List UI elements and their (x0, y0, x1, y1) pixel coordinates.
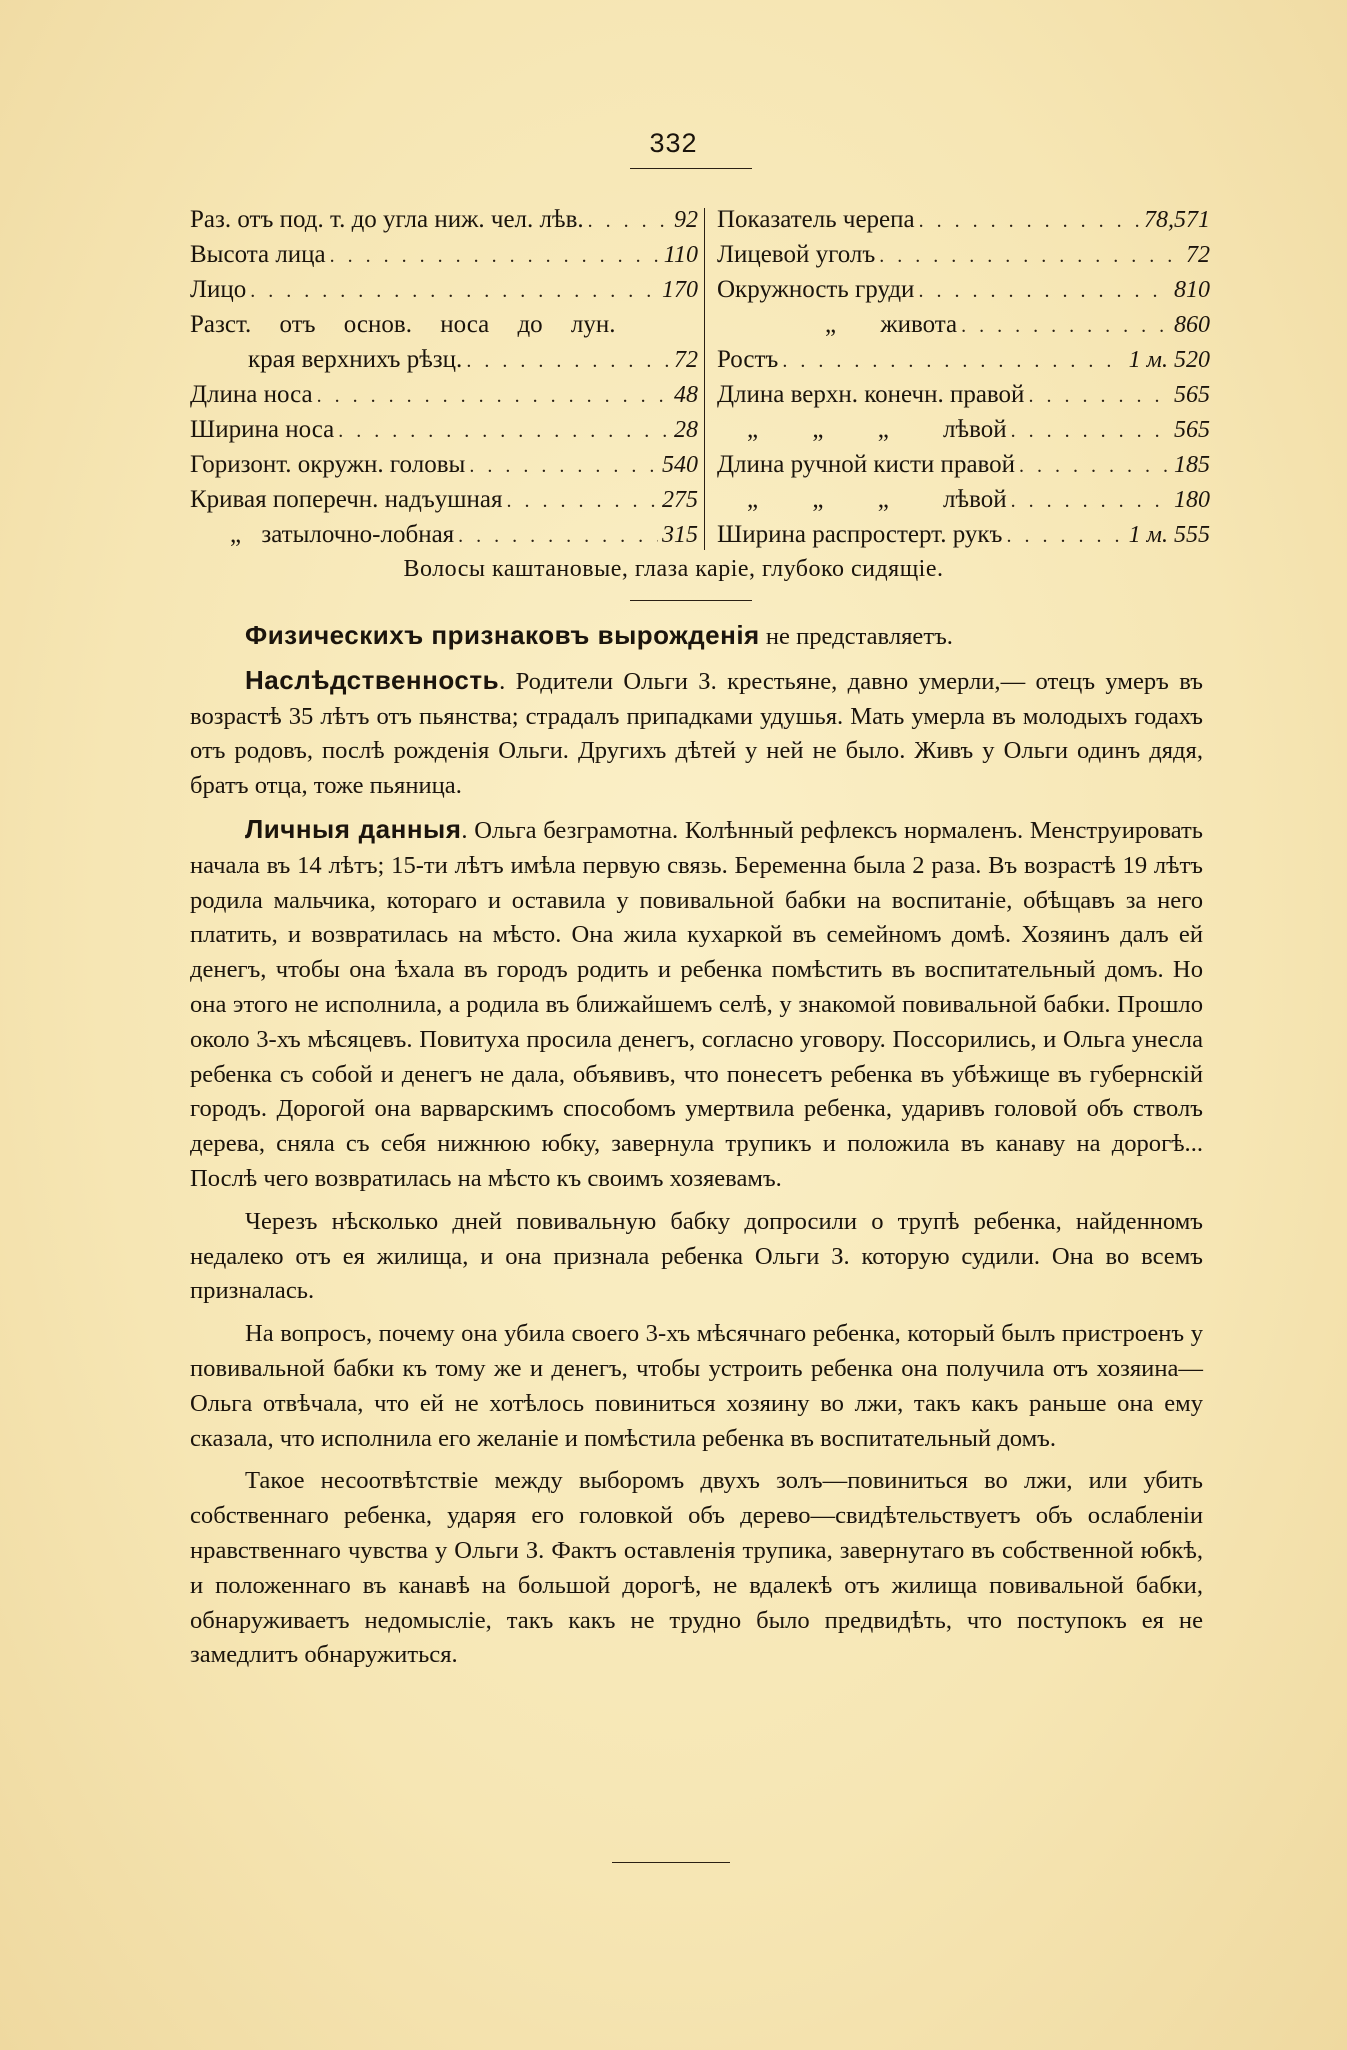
header-rule (630, 168, 752, 169)
leader-dots (330, 239, 660, 274)
measurement-label: Горизонт. окружн. головы (190, 451, 466, 478)
measurement-label: Длина ручной кисти правой (717, 451, 1016, 478)
investigation-paragraph: Черезъ нѣсколько дней повивальную бабку допросили о трупѣ ребенка, найденномъ недалеко отъ ея жилища, и она признала ребенка Ольги З. которую судили. Она во всемъ призналась. (190, 1207, 1203, 1305)
measurement-label: „ живота (825, 311, 958, 338)
measurement-row (190, 412, 698, 447)
measurement-value: 72 (674, 347, 698, 373)
measurement-label: Показатель черепа (717, 206, 915, 233)
measurement-label: края верхнихъ рѣзц. (248, 346, 463, 373)
leader-dots (317, 379, 670, 414)
measurement-row (717, 517, 1210, 552)
measurement-row (190, 517, 698, 552)
measurement-label: Ширина распростерт. рукъ (717, 521, 1003, 548)
measurement-value: 810 (1174, 277, 1210, 303)
measurement-label: Длина верхн. конечн. правой (717, 381, 1025, 408)
leader-dots (919, 204, 1140, 239)
measurement-value: 92 (674, 207, 698, 233)
leader-dots (507, 484, 659, 519)
measurement-row (190, 447, 698, 482)
measurement-value: 185 (1174, 452, 1210, 478)
measurement-label: Окружность груди (717, 276, 915, 303)
measurement-label: Ростъ (717, 346, 779, 373)
conclusion-paragraph: Такое несоотвѣтствіе между выборомъ двухъ золъ—повиниться во лжи, или убить собственнаго ребенка, ударяя его головкой объ дерево—свидѣтельствуетъ объ ослабленіи нравственнаго чувства у Ольги З. Фактъ оставленія трупика, завернутаго въ собственной юбкѣ, и положеннаго въ канавѣ на большой дорогѣ, не вдалекѣ отъ жилища повивальной бабки, обнаруживаетъ недомысліе, такъ какъ не трудно было предвидѣть, что поступокъ ея не замедлитъ обнаружиться. (190, 1467, 1203, 1669)
measurement-value: 540 (662, 452, 698, 478)
measurement-row (717, 202, 1210, 237)
measurement-label: Лицевой уголъ (717, 241, 876, 268)
measurement-value: 180 (1174, 487, 1210, 513)
leader-dots (782, 344, 1124, 379)
measurements-table (190, 202, 1210, 554)
measurement-value: 170 (662, 277, 698, 303)
measurement-label: „ „ „ лѣвой (747, 486, 1007, 513)
section-rule (630, 600, 752, 601)
measurement-label: Высота лица (190, 241, 326, 268)
leader-dots (1028, 379, 1170, 414)
personal-data-paragraph (190, 812, 1203, 1197)
measurement-value: 565 (1174, 382, 1210, 408)
degeneration-heading: Физическихъ признаковъ вырожденія (245, 620, 760, 650)
measurement-row (190, 307, 698, 342)
leader-dots (469, 449, 658, 484)
measurement-label: Разст. отъ основ. носа до лун. (190, 311, 616, 338)
measurement-label: „ „ „ лѣвой (747, 416, 1007, 443)
leader-dots (879, 239, 1182, 274)
measurement-value: 72 (1186, 242, 1210, 268)
heredity-heading: Наслѣдственность (245, 664, 500, 695)
measurement-label: Длина носа (190, 381, 313, 408)
measurement-value: 1 м. 555 (1128, 522, 1210, 548)
measurement-row (717, 447, 1210, 482)
measurement-label: Раз. отъ под. т. до угла ниж. чел. лѣв. (190, 206, 584, 233)
measurement-label: Ширина носа (190, 416, 335, 443)
measurement-value: 565 (1174, 417, 1210, 443)
measurement-value: 860 (1174, 312, 1210, 338)
degeneration-text: не представляетъ. (759, 623, 953, 650)
question-paragraph: На вопросъ, почему она убила своего 3-хъ мѣсячнаго ребенка, который былъ пристроенъ у повивальной бабки къ тому же и денегъ, чтобы устроить ребенка она получила отъ хозяина—Ольга отвѣчала, что ей не хотѣлось повиниться хозяину во лжи, такъ какъ раньше она ему сказала, что исполнила его желаніе и помѣстила ребенка въ воспитательный домъ. (190, 1320, 1203, 1452)
measurement-row (717, 342, 1210, 377)
measurement-value: 1 м. 520 (1128, 347, 1210, 373)
measurement-row (717, 412, 1210, 447)
measurement-row (190, 342, 698, 377)
measurement-label: Лицо (190, 276, 247, 303)
personal-data-heading: Личныя данныя (245, 813, 462, 844)
leader-dots (918, 274, 1170, 309)
leader-dots (1019, 449, 1170, 484)
heredity-text: . Родители Ольги З. крестьяне, давно умерли,— отецъ умеръ въ возрастѣ 35 лѣтъ отъ пьянства; страдалъ припадками удушья. Мать умерла въ молодыхъ годахъ отъ родовъ, послѣ рожденія Ольги. Другихъ дѣтей у ней не было. Живъ у Ольги одинъ дядя, братъ отца, тоже пьяница. (190, 667, 1203, 800)
measurement-label: Кривая поперечн. надъушная (190, 486, 503, 513)
measurement-value: 110 (663, 242, 698, 268)
measurement-value: 48 (674, 382, 698, 408)
measurement-row (717, 272, 1210, 307)
footer-rule (612, 1862, 730, 1863)
column-divider (704, 208, 705, 550)
measurement-row (190, 272, 698, 307)
leader-dots (458, 519, 658, 554)
leader-dots (588, 204, 670, 239)
body-text (190, 618, 1203, 1681)
measurement-row (190, 482, 698, 517)
heredity-paragraph (190, 663, 1203, 804)
measurement-value: 78,571 (1144, 207, 1210, 233)
personal-data-text: . Ольга безграмотна. Колѣнный рефлексъ нормаленъ. Менструировать начала въ 14 лѣтъ; 15-ти лѣтъ имѣла первую связь. Беременна была 2 раза. Въ возрастѣ 19 лѣтъ родила мальчика, котораго и оставила у повивальной бабки на воспитаніе, обѣщавъ за него платить, и возвратилась на мѣсто. Она жила кухаркой въ семейномъ домѣ. Хозяинъ далъ ей денегъ, чтобы она ѣхала въ городъ родить и ребенка помѣстить въ воспитательный домъ. Но она этого не исполнила, а родила въ ближайшемъ селѣ, у знакомой повивальной бабки. Прошло около 3-хъ мѣсяцевъ. Повитуха просила денегъ, согласно уговору. Поссорились, и Ольга унесла ребенка съ собой и денегъ не дала, объявивъ, что понесетъ ребенка въ убѣжище въ губернскій городъ. Дорогой она варварскимъ способомъ умертвила ребенка, ударивъ головой объ стволъ дерева, сняла съ себя нижнюю юбку, завернула трупикъ и положила въ канаву на дорогѣ... Послѣ чего возвратилась на мѣсто къ своимъ хозяевамъ. (190, 816, 1203, 1192)
measurement-row (717, 237, 1210, 272)
measurement-value: 315 (662, 522, 698, 548)
measurements-left-column (190, 202, 698, 552)
leader-dots (338, 414, 670, 449)
measurement-row (190, 237, 698, 272)
measurement-row (717, 307, 1210, 342)
leader-dots (250, 274, 658, 309)
leader-dots (1011, 484, 1170, 519)
leader-dots (1006, 519, 1124, 554)
page-number: 332 (649, 128, 698, 158)
leader-dots (961, 309, 1170, 344)
measurement-row (190, 377, 698, 412)
hair-eyes-note: Волосы каштановые, глаза каріе, глубоко сидящіе. (403, 556, 944, 582)
measurements-right-column (717, 202, 1210, 552)
measurement-row (717, 482, 1210, 517)
measurement-row (190, 202, 698, 237)
leader-dots (1011, 414, 1170, 449)
measurement-value: 28 (674, 417, 698, 443)
measurement-value: 275 (662, 487, 698, 513)
measurement-row (717, 377, 1210, 412)
measurement-label: „ затылочно-лобная (230, 521, 455, 548)
degeneration-paragraph (190, 618, 1203, 655)
leader-dots (466, 344, 670, 379)
